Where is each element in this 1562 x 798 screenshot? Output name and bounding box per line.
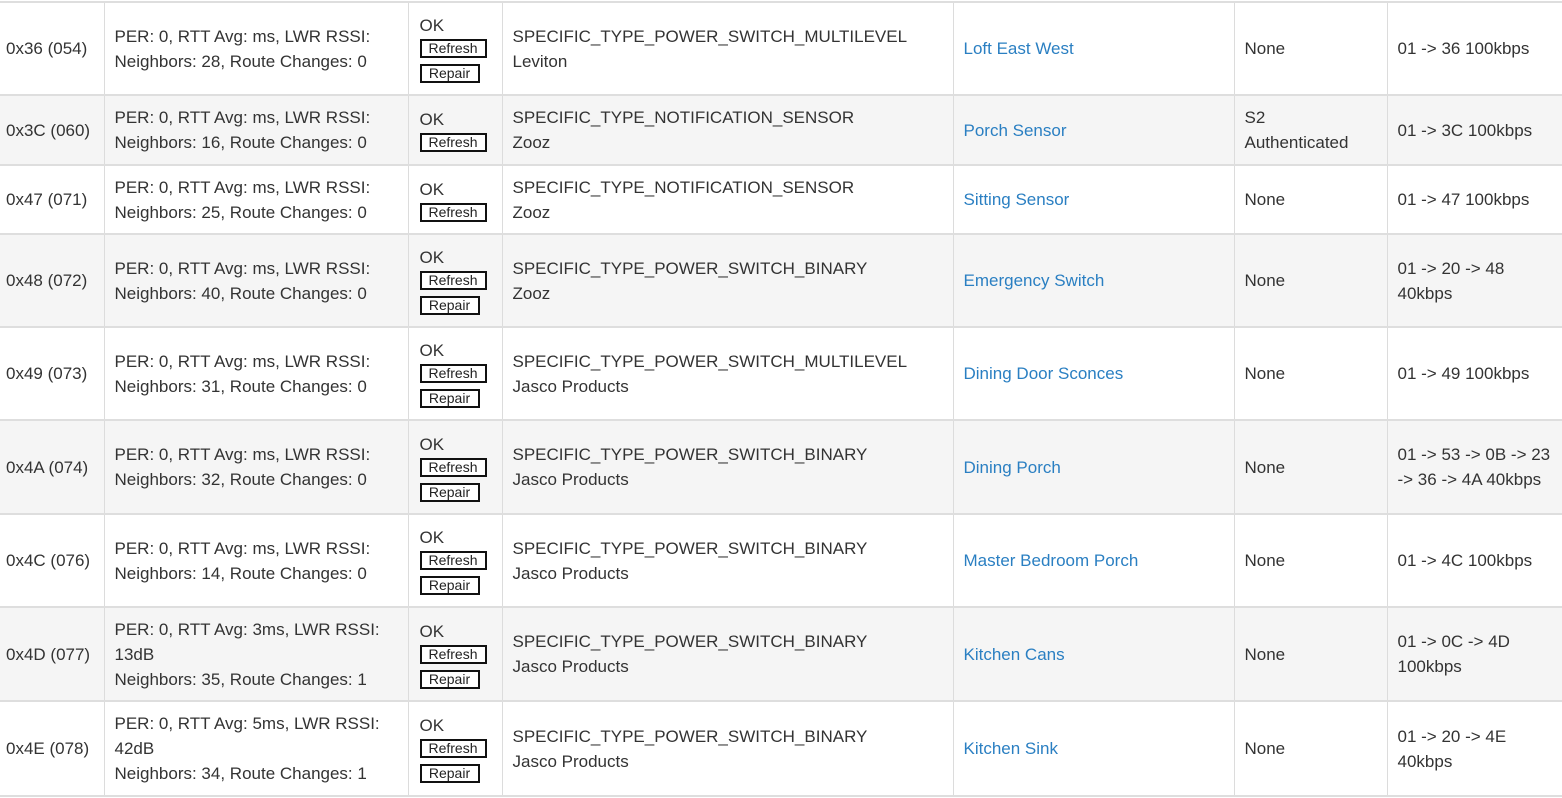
node-id: 0x36 (054) (6, 39, 88, 58)
device-type: SPECIFIC_TYPE_POWER_SWITCH_BINARY (512, 538, 868, 558)
status-text: OK (419, 434, 445, 454)
route-cell (1387, 514, 1562, 607)
table-row (0, 420, 1562, 514)
node-id-cell (0, 95, 104, 165)
route-cell (1387, 234, 1562, 327)
table-row (0, 607, 1562, 701)
refresh-button[interactable]: Refresh (420, 739, 487, 758)
status-cell (408, 234, 502, 327)
security-cell (1234, 420, 1387, 514)
refresh-button[interactable]: Refresh (420, 458, 487, 477)
route-text: 01 -> 36 100kbps (1397, 39, 1530, 58)
status-text: OK (419, 179, 445, 199)
table-row (0, 95, 1562, 165)
stats-line: PER: 0, RTT Avg: ms, LWR RSSI: (114, 26, 371, 46)
manufacturer: Leviton (512, 51, 568, 71)
stats-line: PER: 0, RTT Avg: ms, LWR RSSI: (114, 351, 371, 371)
repair-button[interactable]: Repair (420, 64, 480, 83)
manufacturer: Jasco Products (512, 751, 629, 771)
node-id: 0x4E (078) (6, 739, 90, 758)
status-text: OK (419, 16, 445, 35)
device-type: SPECIFIC_TYPE_POWER_SWITCH_MULTILEVEL (512, 26, 908, 46)
table-row (0, 234, 1562, 327)
device-link[interactable]: Kitchen Cans (963, 644, 1065, 664)
zwave-details-table (0, 1, 1562, 797)
stats-cell (104, 607, 408, 701)
status-cell (408, 420, 502, 514)
refresh-button[interactable]: Refresh (420, 271, 487, 290)
stats-line: Neighbors: 35, Route Changes: 1 (114, 669, 367, 689)
manufacturer: Jasco Products (512, 470, 629, 489)
stats-cell (104, 2, 408, 95)
device-link[interactable]: Sitting Sensor (963, 190, 1070, 209)
stats-line: PER: 0, RTT Avg: ms, LWR RSSI: (114, 177, 371, 197)
device-name-cell (953, 420, 1234, 514)
route-text: 01 -> 47 100kbps (1397, 190, 1530, 209)
refresh-button[interactable]: Refresh (420, 364, 487, 383)
security-cell (1234, 607, 1387, 701)
status-text: OK (419, 341, 445, 360)
device-type-cell (502, 95, 953, 165)
device-type: SPECIFIC_TYPE_POWER_SWITCH_BINARY (512, 726, 868, 746)
manufacturer: Zooz (512, 202, 551, 222)
device-name-cell (953, 95, 1234, 165)
stats-cell (104, 234, 408, 327)
security-line: None (1244, 271, 1286, 290)
status-cell (408, 165, 502, 234)
stats-line: PER: 0, RTT Avg: ms, LWR RSSI: (114, 445, 371, 464)
stats-cell (104, 327, 408, 420)
device-type: SPECIFIC_TYPE_POWER_SWITCH_BINARY (512, 258, 868, 278)
device-link[interactable]: Porch Sensor (963, 120, 1067, 140)
security-line: None (1244, 644, 1286, 664)
node-id-cell (0, 607, 104, 701)
stats-line: PER: 0, RTT Avg: ms, LWR RSSI: (114, 258, 371, 278)
security-cell (1234, 514, 1387, 607)
stats-line: Neighbors: 32, Route Changes: 0 (114, 470, 367, 489)
device-type: SPECIFIC_TYPE_POWER_SWITCH_BINARY (512, 632, 868, 651)
repair-button[interactable]: Repair (420, 389, 480, 408)
manufacturer: Jasco Products (512, 657, 629, 676)
status-cell (408, 2, 502, 95)
stats-line: Neighbors: 14, Route Changes: 0 (114, 563, 367, 583)
device-type: SPECIFIC_TYPE_NOTIFICATION_SENSOR (512, 177, 855, 197)
status-cell (408, 701, 502, 796)
refresh-button[interactable]: Refresh (420, 39, 487, 58)
security-line: None (1244, 551, 1286, 570)
device-name-cell (953, 165, 1234, 234)
stats-line: Neighbors: 25, Route Changes: 0 (114, 202, 367, 222)
route-cell (1387, 701, 1562, 796)
node-id-cell (0, 234, 104, 327)
stats-cell (104, 420, 408, 514)
security-cell (1234, 95, 1387, 165)
device-link[interactable]: Kitchen Sink (963, 739, 1058, 758)
stats-cell (104, 95, 408, 165)
repair-button[interactable]: Repair (420, 576, 480, 595)
manufacturer: Zooz (512, 283, 551, 303)
device-type: SPECIFIC_TYPE_POWER_SWITCH_MULTILEVEL (512, 351, 908, 371)
security-line: None (1244, 190, 1286, 209)
route-cell (1387, 2, 1562, 95)
stats-line: Neighbors: 16, Route Changes: 0 (114, 133, 367, 152)
table-row (0, 514, 1562, 607)
node-id: 0x4C (076) (6, 551, 91, 570)
node-id: 0x49 (073) (6, 364, 88, 383)
refresh-button[interactable]: Refresh (420, 203, 487, 222)
device-link[interactable]: Emergency Switch (963, 271, 1105, 290)
device-name-cell (953, 2, 1234, 95)
repair-button[interactable]: Repair (420, 483, 480, 502)
security-cell (1234, 234, 1387, 327)
security-line: Authenticated (1244, 133, 1349, 152)
device-link[interactable]: Dining Door Sconces (963, 364, 1124, 383)
device-type-cell (502, 701, 953, 796)
route-text: 01 -> 3C 100kbps (1397, 120, 1533, 140)
device-name-cell (953, 607, 1234, 701)
stats-line: Neighbors: 31, Route Changes: 0 (114, 376, 367, 396)
refresh-button[interactable]: Refresh (420, 551, 487, 570)
node-id: 0x48 (072) (6, 271, 88, 290)
node-id: 0x4D (077) (6, 644, 91, 664)
status-cell (408, 327, 502, 420)
node-id-cell (0, 701, 104, 796)
node-id-cell (0, 327, 104, 420)
device-link[interactable]: Dining Porch (963, 457, 1061, 477)
device-type: SPECIFIC_TYPE_NOTIFICATION_SENSOR (512, 108, 855, 127)
security-line: None (1244, 457, 1286, 477)
device-type-cell (502, 607, 953, 701)
node-id-cell (0, 420, 104, 514)
device-type-cell (502, 165, 953, 234)
repair-button[interactable]: Repair (420, 296, 480, 315)
route-cell (1387, 165, 1562, 234)
device-type-cell (502, 234, 953, 327)
security-line: None (1244, 39, 1286, 58)
stats-cell (104, 514, 408, 607)
node-id-cell (0, 514, 104, 607)
security-cell (1234, 327, 1387, 420)
repair-button[interactable]: Repair (420, 670, 480, 689)
device-type-cell (502, 420, 953, 514)
status-text: OK (419, 528, 445, 547)
table-row (0, 701, 1562, 796)
table-row (0, 165, 1562, 234)
stats-line: PER: 0, RTT Avg: ms, LWR RSSI: (114, 108, 371, 127)
stats-cell (104, 165, 408, 234)
node-id: 0x4A (074) (6, 457, 89, 477)
refresh-button[interactable]: Refresh (420, 645, 487, 664)
device-type-cell (502, 327, 953, 420)
route-text: 01 -> 20 -> 48 40kbps (1397, 258, 1505, 303)
table-row (0, 2, 1562, 95)
device-name-cell (953, 514, 1234, 607)
device-link[interactable]: Master Bedroom Porch (963, 551, 1139, 570)
route-text: 01 -> 49 100kbps (1397, 364, 1530, 383)
status-text: OK (419, 716, 445, 735)
stats-cell (104, 701, 408, 796)
table-body (0, 2, 1562, 796)
status-cell (408, 95, 502, 165)
route-text: 01 -> 4C 100kbps (1397, 551, 1533, 570)
device-name-cell (953, 234, 1234, 327)
route-text: 01 -> 0C -> 4D 100kbps (1397, 632, 1510, 676)
device-link[interactable]: Loft East West (963, 39, 1074, 58)
device-type-cell (502, 2, 953, 95)
stats-line: Neighbors: 40, Route Changes: 0 (114, 283, 367, 303)
route-cell (1387, 607, 1562, 701)
route-cell (1387, 420, 1562, 514)
security-line: S2 (1244, 108, 1266, 127)
status-text: OK (419, 248, 445, 267)
node-id-cell (0, 2, 104, 95)
device-type: SPECIFIC_TYPE_POWER_SWITCH_BINARY (512, 445, 868, 464)
manufacturer: Jasco Products (512, 376, 629, 396)
node-id: 0x3C (060) (6, 120, 91, 140)
route-text: 01 -> 53 -> 0B -> 23 -> 36 -> 4A 40kbps (1397, 445, 1551, 489)
status-text: OK (419, 110, 445, 129)
stats-line: PER: 0, RTT Avg: 3ms, LWR RSSI: 13dB (114, 619, 380, 664)
status-text: OK (419, 621, 445, 641)
security-cell (1234, 2, 1387, 95)
stats-line: PER: 0, RTT Avg: 5ms, LWR RSSI: 42dB (114, 714, 380, 758)
manufacturer: Jasco Products (512, 563, 629, 583)
refresh-button[interactable]: Refresh (420, 133, 487, 152)
stats-line: PER: 0, RTT Avg: ms, LWR RSSI: (114, 538, 371, 558)
security-line: None (1244, 364, 1286, 383)
security-line: None (1244, 739, 1286, 758)
table-row (0, 327, 1562, 420)
stats-line: Neighbors: 34, Route Changes: 1 (114, 764, 367, 783)
node-id: 0x47 (071) (6, 190, 88, 209)
device-name-cell (953, 701, 1234, 796)
security-cell (1234, 701, 1387, 796)
repair-button[interactable]: Repair (420, 764, 480, 783)
route-text: 01 -> 20 -> 4E 40kbps (1397, 726, 1507, 771)
status-cell (408, 514, 502, 607)
stats-line: Neighbors: 28, Route Changes: 0 (114, 51, 367, 71)
status-cell (408, 607, 502, 701)
device-name-cell (953, 327, 1234, 420)
route-cell (1387, 95, 1562, 165)
node-id-cell (0, 165, 104, 234)
device-type-cell (502, 514, 953, 607)
route-cell (1387, 327, 1562, 420)
security-cell (1234, 165, 1387, 234)
manufacturer: Zooz (512, 133, 551, 152)
